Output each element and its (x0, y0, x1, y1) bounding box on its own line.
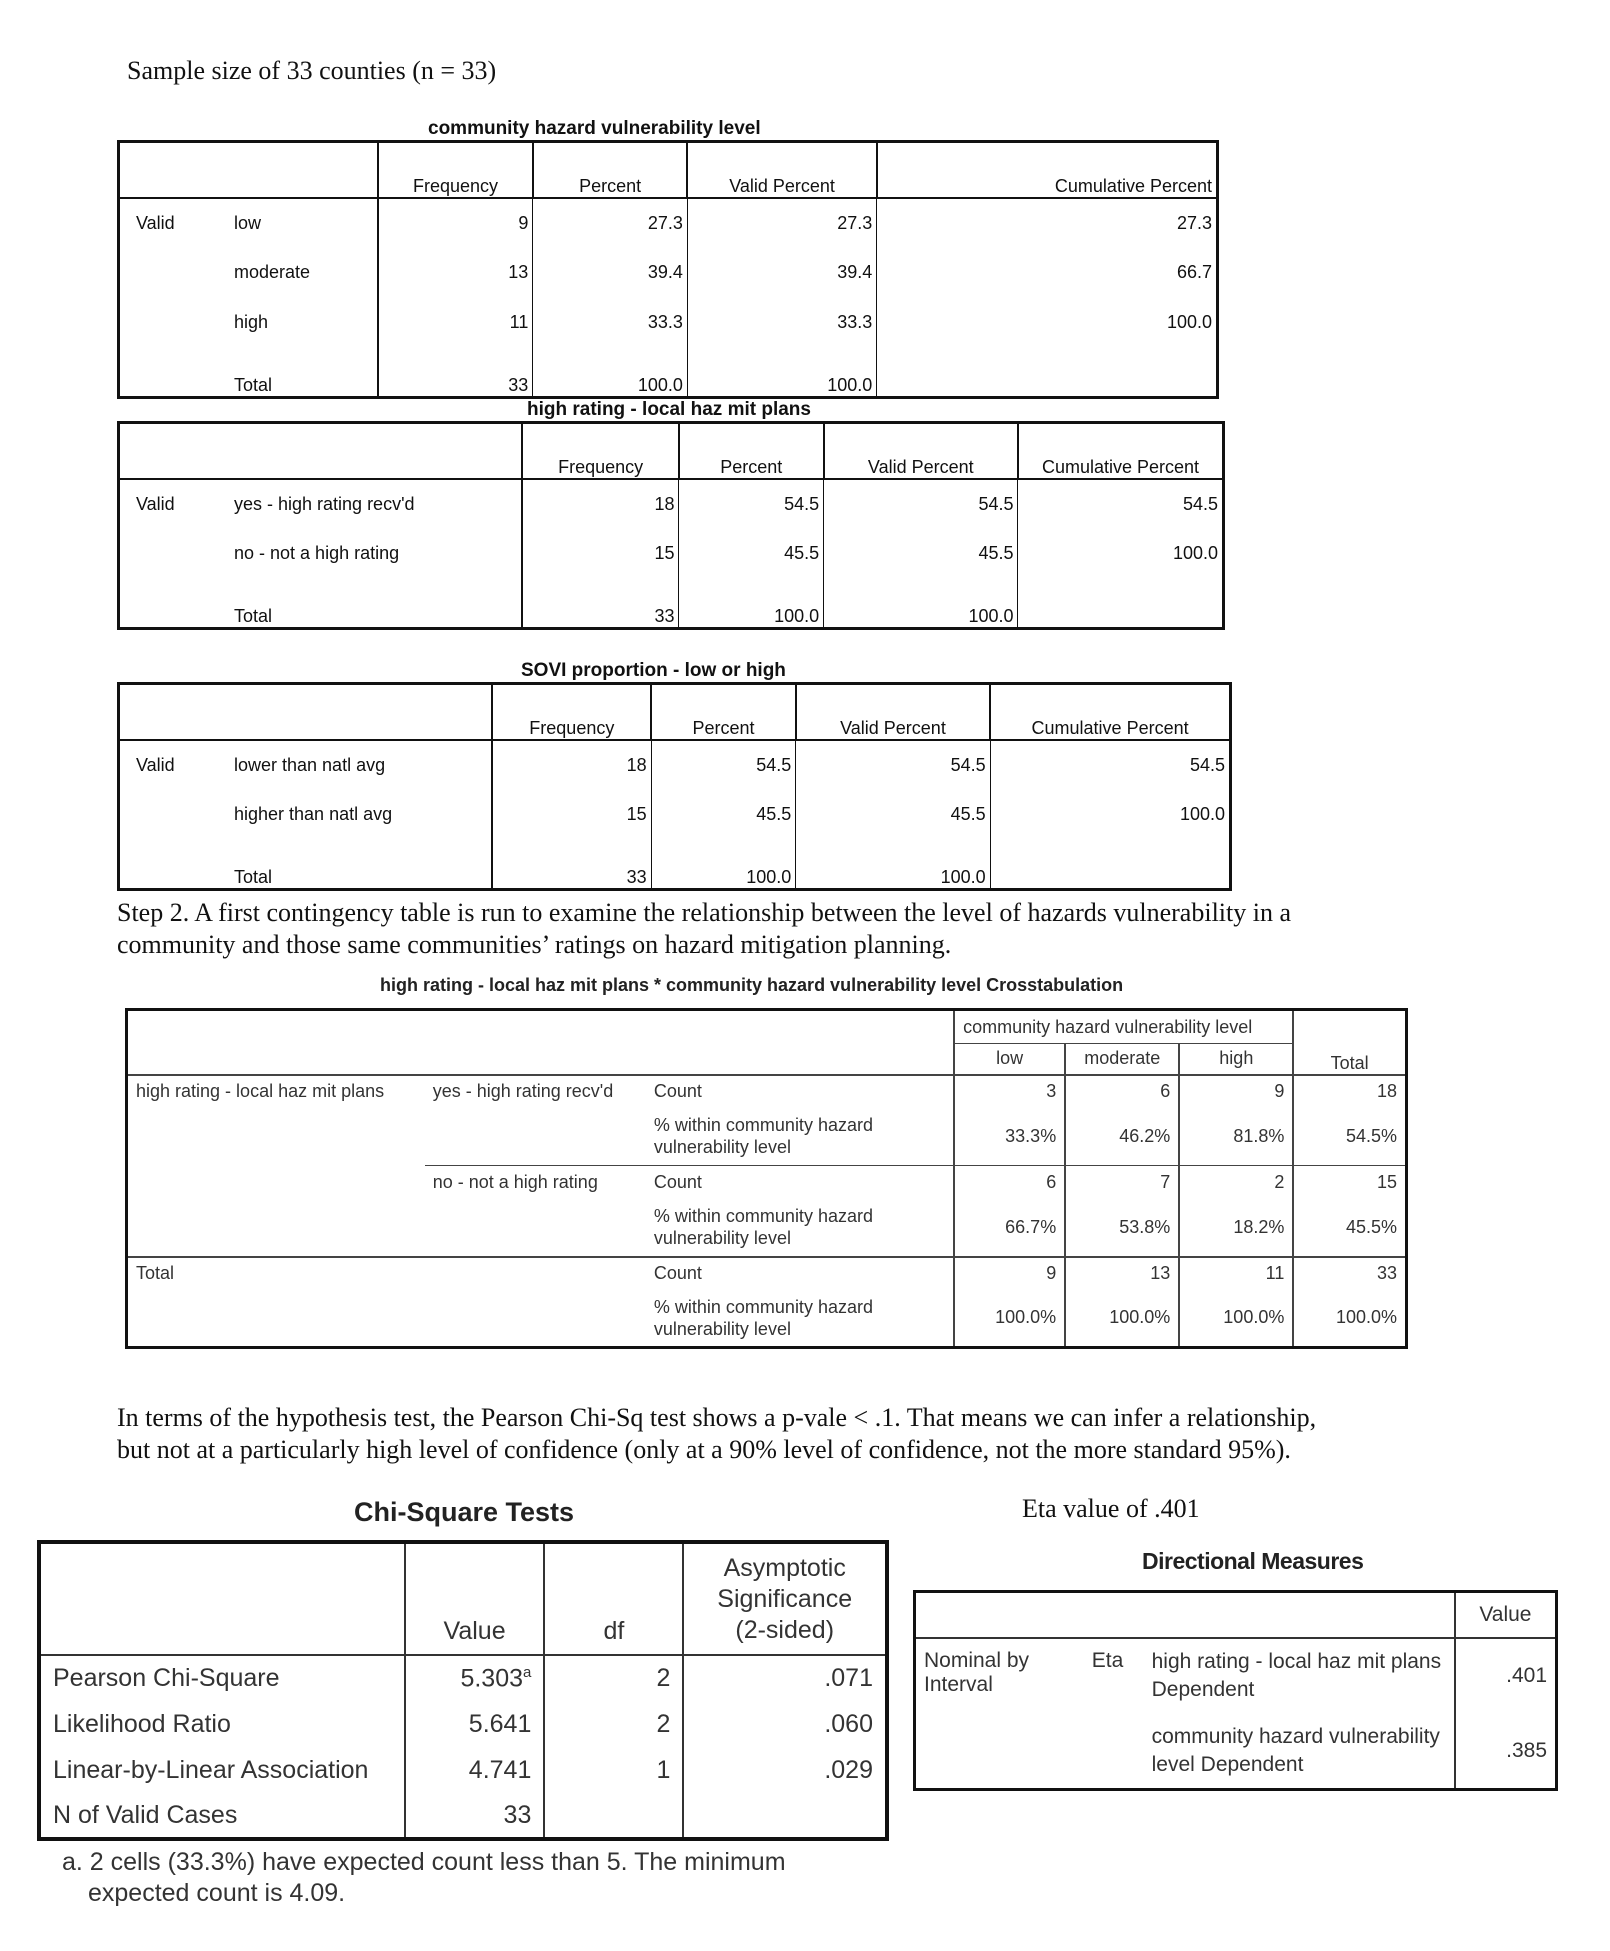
valid-label: Valid (136, 212, 175, 233)
hyp-line-2: but not at a particularly high level of confidence (only at a 90% level of confidence, not the more standard 95%). (117, 1435, 1291, 1464)
row-label: Total (119, 348, 379, 398)
col-frequency: Frequency (378, 142, 533, 198)
step2-paragraph (117, 897, 1537, 961)
cell-cum: 54.5 (1182, 493, 1218, 514)
cell-freq: 33 (492, 840, 651, 890)
pct-label-2: vulnerability level (653, 1137, 791, 1158)
pct-cell: 100.0% (1293, 1290, 1406, 1348)
cell-pct: 54.5 (679, 479, 824, 529)
step2-line-1: Step 2. A first contingency table is run to examine the relationship between the level of hazards vulnerability in a (117, 898, 1291, 927)
table3-title: SOVI proportion - low or high (521, 660, 786, 681)
directional-measures-table (913, 1590, 1558, 1791)
col-valid-percent: Valid Percent (796, 684, 990, 740)
row-label: yes - high rating recv'd (234, 493, 415, 514)
cell-cum: 54.5 (1189, 754, 1225, 775)
count-cell: 11 (1179, 1257, 1293, 1290)
row-label: no - not a high rating (119, 529, 523, 579)
pct-cell: 33.3% (954, 1108, 1065, 1166)
freq-table-sovi (117, 682, 1232, 891)
chi-footnote-line-1: a. 2 cells (33.3%) have expected count less than 5. The minimum (62, 1848, 786, 1876)
row-label: lower than natl avg (234, 754, 386, 775)
dir-col-value: Value (1479, 1602, 1532, 1626)
cell-vpct: 100.0 (824, 579, 1018, 629)
dir-nominal-label: Nominal by Interval (924, 1648, 1030, 1696)
pct-cell: 54.5% (1293, 1108, 1406, 1166)
intro-text: Sample size of 33 counties (n = 33) (127, 56, 497, 85)
col-percent: Percent (651, 684, 796, 740)
col-valid-percent: Valid Percent (687, 142, 876, 198)
chi-footnote-line-2: expected count is 4.09. (88, 1879, 346, 1907)
cell-pct: 39.4 (533, 248, 688, 298)
row-label: high (119, 298, 379, 348)
cell-vpct: 39.4 (687, 248, 876, 298)
chi-row-label: Pearson Chi-Square (39, 1655, 405, 1701)
pct-cell: 45.5% (1293, 1199, 1406, 1257)
pct-cell: 81.8% (1179, 1108, 1293, 1166)
col-cumulative-percent: Cumulative Percent (1018, 423, 1224, 479)
pct-cell: 100.0% (954, 1290, 1065, 1348)
col-valid-percent: Valid Percent (824, 423, 1018, 479)
chi-square-table (37, 1540, 889, 1841)
cell-vpct: 54.5 (796, 740, 990, 790)
col-percent: Percent (533, 142, 688, 198)
cell-pct: 100.0 (651, 840, 796, 890)
chi-sig: .029 (824, 1755, 873, 1784)
cell-vpct: 45.5 (796, 790, 990, 840)
chi-row-label: Linear-by-Linear Association (39, 1747, 405, 1793)
chi-sig (683, 1793, 887, 1839)
cell-pct: 54.5 (651, 740, 796, 790)
crosstab-col-low: low (954, 1044, 1065, 1075)
dir-row1-value: .401 (1506, 1664, 1547, 1687)
eta-note: Eta value of .401 (1022, 1494, 1200, 1523)
pct-cell: 66.7% (954, 1199, 1065, 1257)
cell-vpct: 100.0 (796, 840, 990, 890)
chi-df (544, 1793, 683, 1839)
col-frequency: Frequency (522, 423, 679, 479)
dir-eta-label: Eta (1091, 1648, 1124, 1672)
dir-row2-line2: level Dependent (1151, 1752, 1304, 1776)
chi-value: 5.303 (460, 1664, 524, 1693)
table2-title: high rating - local haz mit plans (527, 399, 811, 420)
count-cell: 6 (1065, 1075, 1179, 1108)
pct-label-1: % within community hazard (653, 1296, 873, 1317)
row-label: higher than natl avg (119, 790, 493, 840)
row-label: moderate (119, 248, 379, 298)
table1-title: community hazard vulnerability level (428, 118, 761, 139)
crosstab-title: high rating - local haz mit plans * community hazard vulnerability level Crosstabulation (380, 975, 1124, 995)
chi-value: 5.641 (405, 1701, 545, 1747)
count-cell: 13 (1065, 1257, 1179, 1290)
crosstab-col-group: community hazard vulnerability level (954, 1010, 1293, 1044)
cell-cum: 27.3 (1176, 212, 1212, 233)
cell-pct: 27.3 (533, 198, 688, 248)
cell-vpct: 100.0 (687, 348, 876, 398)
row-label: Total (119, 579, 523, 629)
pct-label-2: vulnerability level (653, 1318, 791, 1339)
pct-cell: 18.2% (1179, 1199, 1293, 1257)
cell-freq: 18 (522, 479, 679, 529)
crosstab-row-var: high rating - local haz mit plans (136, 1081, 385, 1101)
cell-cum (877, 348, 1218, 398)
cell-freq: 9 (378, 198, 533, 248)
count-cell: 6 (954, 1166, 1065, 1199)
chi-col-value: Value (405, 1542, 545, 1655)
crosstab-total-header: Total (1293, 1010, 1406, 1075)
chi-col-sig-2: Significance (717, 1585, 853, 1613)
cell-freq: 15 (522, 529, 679, 579)
row-label: low (234, 212, 262, 233)
count-label: Count (646, 1166, 954, 1199)
pct-cell: 46.2% (1065, 1108, 1179, 1166)
col-frequency: Frequency (492, 684, 651, 740)
chi-title: Chi-Square Tests (354, 1497, 575, 1527)
chi-sig: .060 (824, 1709, 873, 1738)
cell-freq: 33 (378, 348, 533, 398)
count-cell: 2 (1179, 1166, 1293, 1199)
valid-label: Valid (136, 754, 175, 775)
pct-cell: 100.0% (1179, 1290, 1293, 1348)
hyp-line-1: In terms of the hypothesis test, the Pearson Chi-Sq test shows a p-vale < .1. That means we can infer a relationship, (117, 1403, 1317, 1432)
freq-table-high-rating (117, 421, 1225, 630)
cell-cum (990, 840, 1230, 890)
dir-row1-line2: Dependent (1151, 1678, 1255, 1701)
valid-label: Valid (136, 493, 175, 514)
cell-cum: 100.0 (1166, 312, 1212, 332)
cell-freq: 13 (378, 248, 533, 298)
cell-cum: 100.0 (1172, 543, 1218, 563)
row-label: Total (119, 840, 493, 890)
cell-vpct: 45.5 (824, 529, 1018, 579)
cell-pct: 100.0 (533, 348, 688, 398)
cell-pct: 100.0 (679, 579, 824, 629)
count-cell: 18 (1293, 1075, 1406, 1108)
cell-freq: 15 (492, 790, 651, 840)
cell-freq: 18 (492, 740, 651, 790)
crosstab-table (125, 1008, 1408, 1349)
chi-col-df: df (544, 1542, 683, 1655)
pct-label-2: vulnerability level (653, 1228, 791, 1248)
cell-cum (1018, 579, 1224, 629)
count-label: Count (653, 1263, 702, 1283)
cell-pct: 45.5 (651, 790, 796, 840)
count-cell: 9 (1179, 1075, 1293, 1108)
cell-pct: 45.5 (679, 529, 824, 579)
count-cell: 3 (954, 1075, 1065, 1108)
count-cell: 9 (954, 1257, 1065, 1290)
cell-freq: 33 (522, 579, 679, 629)
pct-cell: 100.0% (1065, 1290, 1179, 1348)
count-label: Count (653, 1081, 702, 1101)
dir-title: Directional Measures (1142, 1548, 1364, 1574)
pct-cell: 53.8% (1065, 1199, 1179, 1257)
cell-vpct: 27.3 (687, 198, 876, 248)
crosstab-group-label: yes - high rating recv'd (432, 1081, 614, 1101)
chi-value: 33 (405, 1793, 545, 1839)
chi-footnote (62, 1847, 786, 1909)
dir-row2-value: .385 (1506, 1738, 1547, 1762)
cell-freq: 11 (378, 298, 533, 348)
chi-row-label: Likelihood Ratio (39, 1701, 405, 1747)
col-cumulative-percent: Cumulative Percent (990, 684, 1230, 740)
cell-cum: 66.7 (1176, 262, 1212, 282)
chi-col-sig-3: (2-sided) (735, 1616, 835, 1644)
step2-line-2: community and those same communities’ ratings on hazard mitigation planning. (117, 930, 952, 959)
cell-vpct: 54.5 (824, 479, 1018, 529)
count-cell: 15 (1293, 1166, 1406, 1199)
chi-value: 4.741 (405, 1747, 545, 1793)
crosstab-total-row-label: Total (136, 1263, 175, 1283)
crosstab-col-high: high (1179, 1044, 1293, 1075)
cell-vpct: 33.3 (687, 298, 876, 348)
chi-df: 1 (544, 1747, 683, 1793)
chi-footnote-mark: a (523, 1663, 532, 1681)
cell-pct: 33.3 (533, 298, 688, 348)
hypothesis-paragraph (117, 1402, 1577, 1466)
dir-row2-line1: community hazard vulnerability (1151, 1724, 1440, 1748)
dir-row1-line1: high rating - local haz mit plans (1151, 1650, 1442, 1673)
count-cell: 7 (1065, 1166, 1179, 1199)
col-cumulative-percent: Cumulative Percent (877, 142, 1218, 198)
pct-label-1: % within community hazard (653, 1115, 873, 1136)
chi-df: 2 (544, 1701, 683, 1747)
crosstab-col-moderate: moderate (1065, 1044, 1179, 1075)
chi-sig: .071 (824, 1664, 873, 1692)
chi-col-sig-1: Asymptotic (723, 1554, 846, 1582)
chi-row-label: N of Valid Cases (39, 1793, 405, 1839)
col-percent: Percent (679, 423, 824, 479)
crosstab-group-label: no - not a high rating (425, 1166, 646, 1199)
chi-df: 2 (544, 1655, 683, 1701)
freq-table-vulnerability (117, 140, 1219, 399)
pct-label-1: % within community hazard (653, 1206, 873, 1226)
count-cell: 33 (1293, 1257, 1406, 1290)
cell-cum: 100.0 (1179, 804, 1225, 824)
